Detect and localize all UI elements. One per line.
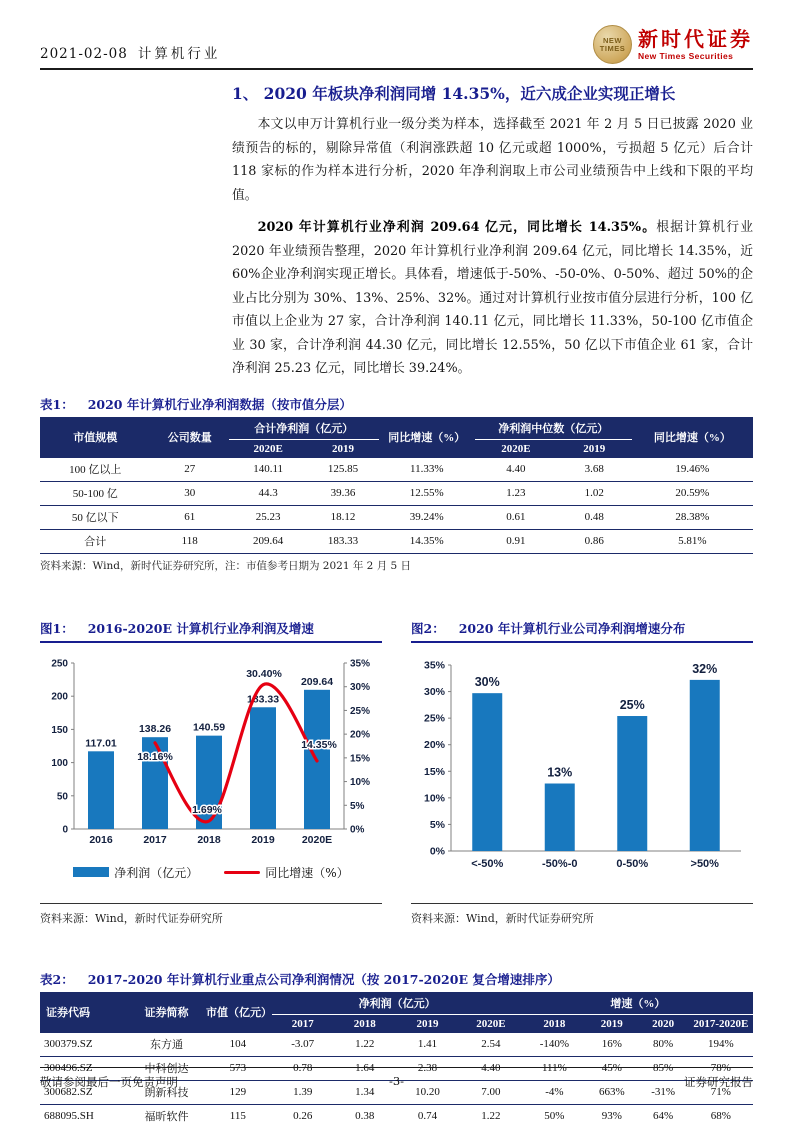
col-subheader: 2020E xyxy=(229,439,307,458)
bar xyxy=(250,707,276,829)
header-date: 2021-02-08 xyxy=(40,46,128,62)
cell: 4.40 xyxy=(475,458,557,482)
figure1-title: 2016-2020E 计算机行业净利润及增速 xyxy=(87,620,314,636)
x-tick: 0-50% xyxy=(616,857,649,870)
x-tick: -50%-0 xyxy=(542,857,578,870)
cell: 18.12 xyxy=(307,505,378,529)
cell: 1.22 xyxy=(459,1104,522,1122)
cell: 1.22 xyxy=(334,1033,396,1057)
cell: 1.41 xyxy=(396,1033,459,1057)
cell: 45% xyxy=(586,1056,637,1080)
cell: 1.34 xyxy=(334,1080,396,1104)
cell: 0.38 xyxy=(334,1104,396,1122)
cell: 19.46% xyxy=(632,458,753,482)
cell: 573 xyxy=(204,1056,272,1080)
bar xyxy=(472,693,502,851)
cell: 30 xyxy=(151,481,229,505)
cell: 1.64 xyxy=(334,1056,396,1080)
y-left-tick: 200 xyxy=(51,691,68,703)
bar-line-chart xyxy=(40,651,382,856)
cell: 0.61 xyxy=(475,505,557,529)
cell: 44.3 xyxy=(229,481,307,505)
y-tick: 0% xyxy=(429,845,445,857)
col-subheader: 2018 xyxy=(334,1014,396,1033)
line-data-label: 1.69% xyxy=(192,803,222,816)
y-tick: 5% xyxy=(429,818,445,831)
page-footer xyxy=(40,1067,753,1090)
bar-data-label: 30% xyxy=(474,674,500,689)
y-right-tick: 20% xyxy=(350,729,371,741)
col-group-header: 合计净利润（亿元） xyxy=(229,417,379,440)
cell: 11.33% xyxy=(379,458,475,482)
y-left-tick: 50 xyxy=(56,790,68,802)
table1-title: 2020 年计算机行业净利润数据（按市值分层） xyxy=(87,396,352,412)
table-row xyxy=(40,505,753,529)
cell: 3.68 xyxy=(557,458,632,482)
col-subheader: 2019 xyxy=(557,439,632,458)
y-left-tick: 0 xyxy=(62,824,68,835)
cell: 16% xyxy=(586,1033,637,1057)
header-date-industry xyxy=(40,42,220,64)
paragraph-1: 本文以申万计算机行业一级分类为样本，选择截至 2021 年 2 月 5 日已披露 2020 业绩预告的标的，剔除异常值（利润涨跌超 10 亿元或超 1000%，亏损超 5 亿元）后合计 118 家标的作为样本进行分析，2020 年净利润取上市公司业绩预告中上线和下限的平均值。 xyxy=(232,117,753,203)
col-subheader: 2018 xyxy=(523,1014,586,1033)
y-tick: 35% xyxy=(423,659,445,671)
y-tick: 15% xyxy=(423,765,445,778)
cell: 0.48 xyxy=(557,505,632,529)
table2 xyxy=(40,992,753,1122)
cell: 115 xyxy=(204,1104,272,1122)
cell: 183.33 xyxy=(307,529,378,553)
col-header: 证券简称 xyxy=(129,992,204,1033)
cell: 合计 xyxy=(40,529,151,553)
cell: 东方通 xyxy=(129,1033,204,1057)
y-tick: 20% xyxy=(423,738,445,751)
x-tick: 2018 xyxy=(197,833,221,846)
brand-logo xyxy=(593,25,753,64)
cell: 68% xyxy=(689,1104,753,1122)
y-tick: 10% xyxy=(423,791,445,804)
bar xyxy=(690,679,720,850)
cell: 300682.SZ xyxy=(40,1080,129,1104)
legend-item-line xyxy=(224,864,348,881)
table-row xyxy=(40,1033,753,1057)
line-swatch-icon xyxy=(224,871,260,874)
cell: 100 亿以上 xyxy=(40,458,151,482)
seal-text-top: NEW xyxy=(603,35,622,45)
cell: 78% xyxy=(689,1056,753,1080)
cell: -3.07 xyxy=(272,1033,334,1057)
cell: 2.38 xyxy=(396,1056,459,1080)
cell: 50 亿以下 xyxy=(40,505,151,529)
cell: 111% xyxy=(523,1056,586,1080)
table-row xyxy=(40,481,753,505)
footer-report-type: 证券研究报告 xyxy=(684,1075,753,1089)
cell: 1.23 xyxy=(475,481,557,505)
cell: 27 xyxy=(151,458,229,482)
table2-title: 2017-2020 年计算机行业重点公司净利润情况（按 2017-2020E 复合增速排序） xyxy=(87,971,560,987)
paragraph-2-body: 根据计算机行业 2020 年业绩预告整理，2020 年计算机行业净利润 209.64 亿元，同比增长 14.35%，近 60%企业净利润实现正增长。具体看，增速低于-50%、-50-0%、0-50%、超过 50%的企业占比分别为 30%、13%、25%、32%。通过对计算机行业按市值分层进行分析，100 亿市值以上企业为 27 家，合计净利润 140.11 亿元，同比增长 11.33%，50-100 亿市值企业 30 家，合计净利润 44.30 亿元，同比增长 12.55%，50 亿以下市值企业 61 家，合计净利润 25.23 亿元，同比增长 39.24%。 xyxy=(232,220,754,376)
col-group-header: 增速（%） xyxy=(523,992,753,1015)
y-left-tick: 250 xyxy=(51,658,68,669)
cell: 14.35% xyxy=(379,529,475,553)
col-header: 市值规模 xyxy=(40,417,151,458)
y-right-tick: 25% xyxy=(350,705,371,717)
growth-line xyxy=(155,683,317,821)
cell: 300379.SZ xyxy=(40,1033,129,1057)
cell: 福昕软件 xyxy=(129,1104,204,1122)
footer-page-number: -3- xyxy=(388,1074,405,1088)
bar-data-label: 138.26 xyxy=(138,722,172,735)
seal-text-bottom: TIMES xyxy=(599,43,626,53)
figure2-title: 2020 年计算机行业公司净利润增速分布 xyxy=(458,620,686,636)
table1-label: 表1： xyxy=(40,396,74,412)
table2-label: 表2： xyxy=(40,971,74,987)
cell: 0.74 xyxy=(396,1104,459,1122)
figure1-source: 资料来源：Wind，新时代证券研究所 xyxy=(40,903,382,926)
y-tick: 25% xyxy=(423,712,445,725)
col-subheader: 2017 xyxy=(272,1014,334,1033)
col-group-header: 净利润（亿元） xyxy=(272,992,523,1015)
cell: 2.54 xyxy=(459,1033,522,1057)
y-right-tick: 35% xyxy=(350,658,371,669)
report-header xyxy=(40,22,753,70)
table1-source: 资料来源：Wind，新时代证券研究所，注：市值参考日期为 2021 年 2 月 5 日 xyxy=(40,559,412,572)
cell: 194% xyxy=(689,1033,753,1057)
table2-caption xyxy=(40,970,753,988)
cell: 7.00 xyxy=(459,1080,522,1104)
cell: 104 xyxy=(204,1033,272,1057)
cell: 663% xyxy=(586,1080,637,1104)
table-row xyxy=(40,458,753,482)
cell: 50% xyxy=(523,1104,586,1122)
bar xyxy=(88,751,114,829)
legend-item-bar xyxy=(73,864,198,881)
x-tick: <-50% xyxy=(471,857,504,870)
col-subheader: 2019 xyxy=(586,1014,637,1033)
table-row xyxy=(40,529,753,553)
bar-chart xyxy=(411,651,753,889)
cell: 64% xyxy=(637,1104,688,1122)
col-header: 同比增速（%） xyxy=(632,417,753,458)
paragraph-2-lead: 2020 年计算机行业净利润 209.64 亿元，同比增长 14.35%。 xyxy=(257,220,657,235)
cell: 20.59% xyxy=(632,481,753,505)
cell: 61 xyxy=(151,505,229,529)
col-subheader: 2019 xyxy=(307,439,378,458)
paragraph-2 xyxy=(232,216,753,381)
col-header: 公司数量 xyxy=(151,417,229,458)
col-subheader: 2020 xyxy=(637,1014,688,1033)
brand-name xyxy=(638,26,753,61)
cell: 688095.SH xyxy=(40,1104,129,1122)
brand-name-en: New Times Securities xyxy=(638,50,734,61)
brand-name-cn: 新时代证券 xyxy=(638,26,753,51)
table1-caption xyxy=(40,395,753,413)
cell: -4% xyxy=(523,1080,586,1104)
cell: 5.81% xyxy=(632,529,753,553)
cell: 0.86 xyxy=(557,529,632,553)
bar xyxy=(545,783,575,850)
figure1-label: 图1： xyxy=(40,620,74,636)
cell: -140% xyxy=(523,1033,586,1057)
table1-header xyxy=(40,417,753,458)
table2-block xyxy=(40,970,753,1122)
figures-row xyxy=(40,619,753,926)
cell: 0.78 xyxy=(272,1056,334,1080)
y-tick: 30% xyxy=(423,685,445,698)
line-data-label: 14.35% xyxy=(301,738,337,751)
col-group-header: 净利润中位数（亿元） xyxy=(475,417,632,440)
cell: 85% xyxy=(637,1056,688,1080)
col-subheader: 2020E xyxy=(475,439,557,458)
cell: 0.91 xyxy=(475,529,557,553)
figure2-caption xyxy=(411,619,753,643)
y-right-tick: 0% xyxy=(350,824,365,835)
col-subheader: 2017-2020E xyxy=(689,1014,753,1033)
x-tick: 2019 xyxy=(251,833,275,846)
col-subheader: 2019 xyxy=(396,1014,459,1033)
cell: 50-100 亿 xyxy=(40,481,151,505)
cell: 25.23 xyxy=(229,505,307,529)
cell: 28.38% xyxy=(632,505,753,529)
bar-data-label: 117.01 xyxy=(85,736,117,749)
bar-data-label: 209.64 xyxy=(300,675,334,688)
bar-data-label: 183.33 xyxy=(246,692,280,705)
x-tick: 2017 xyxy=(143,833,167,846)
x-tick: 2016 xyxy=(89,833,113,846)
cell: 12.55% xyxy=(379,481,475,505)
cell: 93% xyxy=(586,1104,637,1122)
table1-body xyxy=(40,458,753,554)
cell: 118 xyxy=(151,529,229,553)
legend-label: 净利润（亿元） xyxy=(114,865,199,880)
cell: 4.40 xyxy=(459,1056,522,1080)
cell: 39.24% xyxy=(379,505,475,529)
cell: 朗新科技 xyxy=(129,1080,204,1104)
cell: 125.85 xyxy=(307,458,378,482)
line-data-label: 18.16% xyxy=(137,750,173,763)
page-content xyxy=(40,72,753,1122)
line-data-label: 30.40% xyxy=(246,667,282,680)
figure-2 xyxy=(411,619,753,926)
cell: 140.11 xyxy=(229,458,307,482)
table1-block xyxy=(40,395,753,573)
y-left-tick: 100 xyxy=(51,757,68,769)
footer-disclaimer: 敬请参阅最后一页免责声明 xyxy=(40,1075,178,1089)
bar-swatch-icon xyxy=(73,867,109,877)
bar-data-label: 140.59 xyxy=(192,721,226,734)
col-header: 市值（亿元） xyxy=(204,992,272,1033)
figure1-legend xyxy=(40,864,382,881)
cell: 80% xyxy=(637,1033,688,1057)
cell: 10.20 xyxy=(396,1080,459,1104)
bar-data-label: 13% xyxy=(547,765,573,780)
cell: 129 xyxy=(204,1080,272,1104)
bar-data-label: 32% xyxy=(692,661,718,676)
bar xyxy=(617,716,647,851)
cell: 1.02 xyxy=(557,481,632,505)
figure2-body xyxy=(411,643,753,897)
table1 xyxy=(40,417,753,554)
cell: 300496.SZ xyxy=(40,1056,129,1080)
bar-data-label: 25% xyxy=(619,697,645,712)
y-right-tick: 5% xyxy=(350,800,365,812)
section-title: 1、 2020 年板块净利润同增 14.35%，近六成企业实现正增长 xyxy=(232,84,676,103)
y-right-tick: 15% xyxy=(350,752,371,764)
x-tick: 2020E xyxy=(301,833,333,846)
figure1-body xyxy=(40,643,382,897)
cell: 1.39 xyxy=(272,1080,334,1104)
col-header: 证券代码 xyxy=(40,992,129,1033)
y-right-tick: 10% xyxy=(350,776,371,788)
col-subheader: 2020E xyxy=(459,1014,522,1033)
legend-label: 同比增速（%） xyxy=(265,865,349,880)
figure2-source: 资料来源：Wind，新时代证券研究所 xyxy=(411,903,753,926)
header-industry: 计算机行业 xyxy=(137,46,221,62)
cell: 0.26 xyxy=(272,1104,334,1122)
cell: 39.36 xyxy=(307,481,378,505)
col-header: 同比增速（%） xyxy=(379,417,475,458)
y-right-tick: 30% xyxy=(350,681,371,693)
table-row xyxy=(40,1104,753,1122)
table2-header xyxy=(40,992,753,1033)
figure2-label: 图2： xyxy=(411,620,445,636)
y-left-tick: 150 xyxy=(51,724,68,736)
cell: 中科创达 xyxy=(129,1056,204,1080)
figure1-caption xyxy=(40,619,382,643)
brand-seal-icon xyxy=(593,25,632,64)
cell: 209.64 xyxy=(229,529,307,553)
cell: 71% xyxy=(689,1080,753,1104)
x-tick: >50% xyxy=(690,857,719,870)
figure-1 xyxy=(40,619,382,926)
cell: -31% xyxy=(637,1080,688,1104)
